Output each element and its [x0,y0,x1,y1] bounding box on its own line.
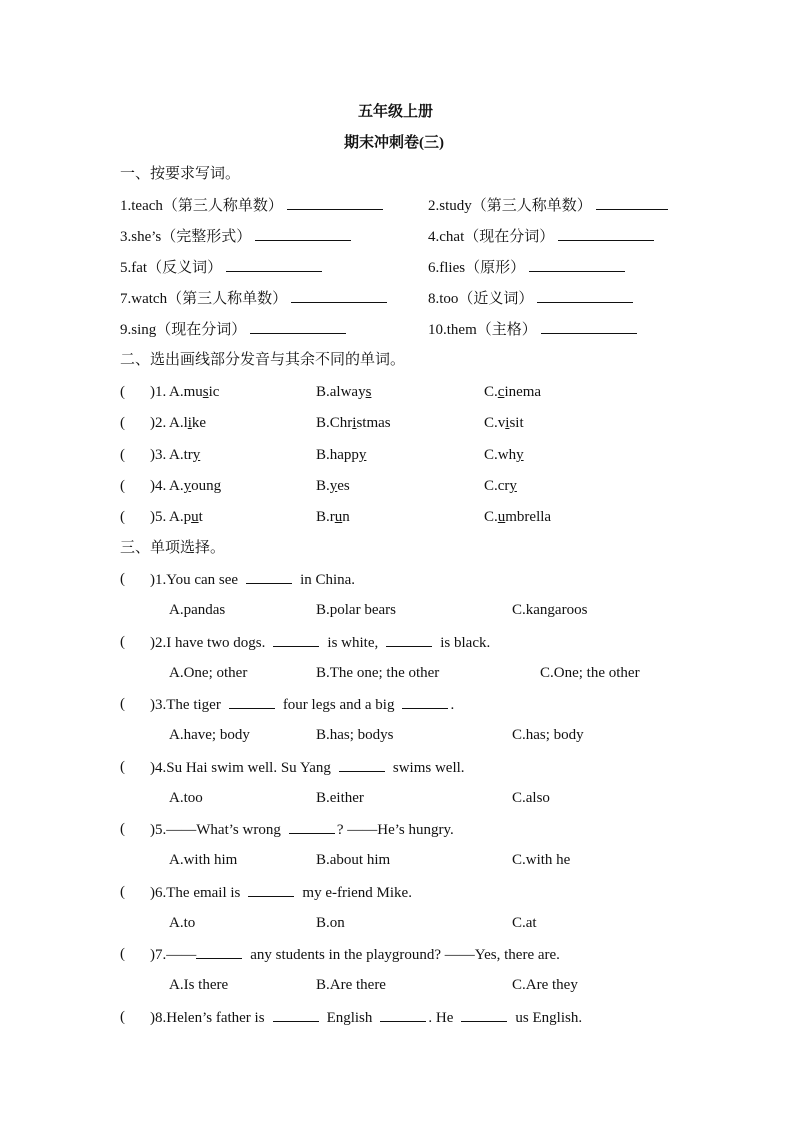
s2-q2-c: C.visit [484,415,524,431]
answer-blank[interactable] [537,288,633,303]
answer-paren[interactable]: ( [120,759,125,775]
s3-q3-opt-a: A.have; body [169,727,250,743]
answer-paren[interactable]: ( [120,634,125,650]
s1-item-8: 8.too（近义词） [428,288,633,309]
s1-item-2: 2.study（第三人称单数） [428,195,668,216]
answer-blank[interactable] [289,819,335,834]
answer-paren[interactable]: ( [120,571,125,587]
answer-paren[interactable]: ( [120,478,125,494]
s1-item-4: 4.chat（现在分词） [428,226,654,247]
s2-q1-num: )1. [150,384,167,400]
s2-q4-b: B.yes [316,478,350,494]
s2-q3-num: )3. [150,447,167,463]
s3-q2-stem: )2.I have two dogs. is white, is black. [150,632,490,653]
answer-blank[interactable] [596,195,668,210]
answer-blank[interactable] [250,319,346,334]
s2-q1-c: C.cinema [484,384,542,400]
section1-heading: 一、按要求写词。 [120,166,241,182]
s1-item-6: 6.flies（原形） [428,257,625,278]
answer-blank[interactable] [287,195,383,210]
answer-paren[interactable]: ( [120,415,125,431]
s2-q4-a: A.young [169,478,222,494]
s3-q2-opt-b: B.The one; the other [316,665,440,681]
s3-q3-opt-b: B.has; bodys [316,727,394,743]
s2-q1-a: A.music [169,384,220,400]
s3-q4-opt-c: C.also [512,790,550,806]
s3-q6-opt-c: C.at [512,915,537,931]
section3-heading: 三、单项选择。 [120,540,226,556]
answer-blank[interactable] [461,1007,507,1022]
s3-q3-stem: )3.The tiger four legs and a big . [150,694,454,715]
answer-blank[interactable] [541,319,637,334]
s1-item-3: 3.she’s（完整形式） [120,226,351,247]
answer-blank[interactable] [558,226,654,241]
answer-blank[interactable] [380,1007,426,1022]
answer-blank[interactable] [273,632,319,647]
page-subtitle: 期末冲刺卷(三) [344,135,444,151]
s3-q5-stem: )5.——What’s wrong ? ——He’s hungry. [150,819,454,840]
s3-q3-opt-c: C.has; body [512,727,584,743]
answer-blank[interactable] [291,288,387,303]
s3-q4-opt-a: A.too [169,790,203,806]
s3-q7-opt-b: B.Are there [316,977,386,993]
answer-blank[interactable] [255,226,351,241]
s1-item-7: 7.watch（第三人称单数） [120,288,387,309]
s3-q6-stem: )6.The email is my e-friend Mike. [150,882,412,903]
s2-q2-b: B.Christmas [316,415,391,431]
s2-q4-num: )4. [150,478,167,494]
answer-blank[interactable] [196,944,242,959]
answer-paren[interactable]: ( [120,946,125,962]
s1-item-1: 1.teach（第三人称单数） [120,195,383,216]
section2-heading: 二、选出画线部分发音与其余不同的单词。 [120,352,406,368]
s2-q5-a: A.put [169,509,203,525]
s2-q2-a: A.like [169,415,207,431]
answer-paren[interactable]: ( [120,447,125,463]
answer-paren[interactable]: ( [120,821,125,837]
answer-blank[interactable] [386,632,432,647]
s3-q1-opt-b: B.polar bears [316,602,396,618]
s3-q6-opt-a: A.to [169,915,196,931]
answer-paren[interactable]: ( [120,1009,125,1025]
s3-q7-opt-a: A.Is there [169,977,229,993]
s3-q2-opt-a: A.One; other [169,665,248,681]
page-title: 五年级上册 [358,104,434,120]
answer-blank[interactable] [529,257,625,272]
answer-paren[interactable]: ( [120,509,125,525]
s3-q7-opt-c: C.Are they [512,977,578,993]
answer-blank[interactable] [402,694,448,709]
s3-q6-opt-b: B.on [316,915,345,931]
s2-q3-c: C.why [484,447,524,463]
answer-blank[interactable] [246,569,292,584]
s3-q1-opt-a: A.pandas [169,602,226,618]
s2-q3-a: A.try [169,447,201,463]
answer-blank[interactable] [229,694,275,709]
answer-blank[interactable] [248,882,294,897]
s2-q5-num: )5. [150,509,167,525]
s3-q1-opt-c: C.kangaroos [512,602,588,618]
answer-blank[interactable] [226,257,322,272]
answer-paren[interactable]: ( [120,384,125,400]
s2-q5-b: B.run [316,509,350,525]
answer-blank[interactable] [273,1007,319,1022]
s3-q7-stem: )7.—— any students in the playground? ——Yes, there are. [150,944,560,965]
s2-q2-num: )2. [150,415,167,431]
s3-q5-opt-a: A.with him [169,852,238,868]
s2-q5-c: C.umbrella [484,509,552,525]
s2-q3-b: B.happy [316,447,367,463]
s1-item-9: 9.sing（现在分词） [120,319,346,340]
s3-q8-stem: )8.Helen’s father is English . He us English. [150,1007,582,1028]
s2-q4-c: C.cry [484,478,517,494]
s1-item-10: 10.them（主格） [428,319,637,340]
s3-q5-opt-c: C.with he [512,852,571,868]
answer-paren[interactable]: ( [120,696,125,712]
s3-q4-opt-b: B.either [316,790,364,806]
s3-q5-opt-b: B.about him [316,852,391,868]
s3-q1-stem: )1.You can see in China. [150,569,355,590]
s3-q4-stem: )4.Su Hai swim well. Su Yang swims well. [150,757,465,778]
answer-paren[interactable]: ( [120,884,125,900]
s1-item-5: 5.fat（反义词） [120,257,322,278]
s2-q1-b: B.always [316,384,372,400]
answer-blank[interactable] [339,757,385,772]
s3-q2-opt-c: C.One; the other [540,665,640,681]
